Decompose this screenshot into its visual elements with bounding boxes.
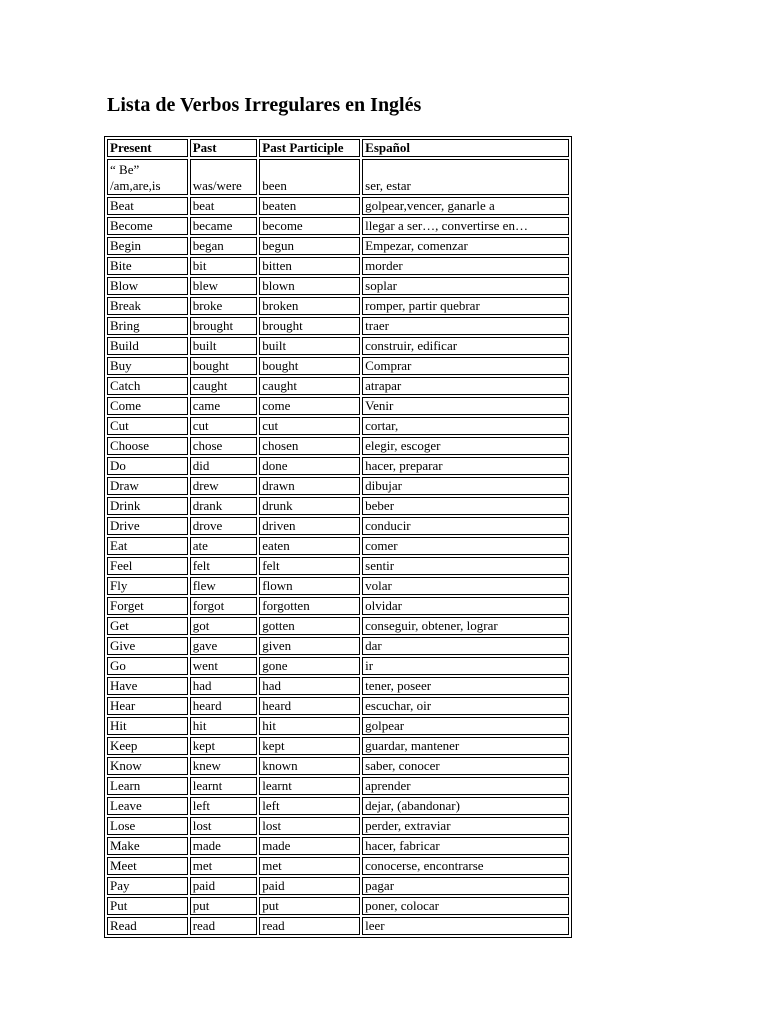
table-row: [107, 877, 569, 895]
table-row: [107, 777, 569, 795]
cell-past: got: [190, 617, 258, 635]
cell-present: Know: [107, 757, 188, 775]
cell-present: Do: [107, 457, 188, 475]
cell-past: brought: [190, 317, 258, 335]
cell-past-participle: forgotten: [259, 597, 360, 615]
cell-past-participle: made: [259, 837, 360, 855]
cell-present: Lose: [107, 817, 188, 835]
cell-past-participle: broken: [259, 297, 360, 315]
cell-past-participle: left: [259, 797, 360, 815]
cell-present: Become: [107, 217, 188, 235]
cell-espanol: tener, poseer: [362, 677, 569, 695]
cell-espanol: conducir: [362, 517, 569, 535]
table-row: [107, 317, 569, 335]
cell-past-participle: done: [259, 457, 360, 475]
cell-past: bought: [190, 357, 258, 375]
cell-past: put: [190, 897, 258, 915]
cell-espanol: escuchar, oir: [362, 697, 569, 715]
cell-past: cut: [190, 417, 258, 435]
cell-espanol: conocerse, encontrarse: [362, 857, 569, 875]
table-row: [107, 537, 569, 555]
table-row: [107, 297, 569, 315]
table-header: [107, 139, 569, 157]
cell-past: lost: [190, 817, 258, 835]
table-row: [107, 897, 569, 915]
cell-past: began: [190, 237, 258, 255]
table-row: [107, 377, 569, 395]
table-row: [107, 657, 569, 675]
cell-espanol: saber, conocer: [362, 757, 569, 775]
table-row: [107, 637, 569, 655]
cell-past: met: [190, 857, 258, 875]
cell-present: Come: [107, 397, 188, 415]
cell-past: went: [190, 657, 258, 675]
cell-past: chose: [190, 437, 258, 455]
cell-present: Make: [107, 837, 188, 855]
cell-past: gave: [190, 637, 258, 655]
table-row: [107, 337, 569, 355]
table-row: [107, 517, 569, 535]
cell-past-participle: put: [259, 897, 360, 915]
cell-past: had: [190, 677, 258, 695]
cell-past-participle: bought: [259, 357, 360, 375]
cell-past: ate: [190, 537, 258, 555]
cell-past-participle: given: [259, 637, 360, 655]
cell-present: Pay: [107, 877, 188, 895]
cell-past-participle: built: [259, 337, 360, 355]
cell-present: Choose: [107, 437, 188, 455]
cell-espanol: morder: [362, 257, 569, 275]
cell-past: read: [190, 917, 258, 935]
cell-past: flew: [190, 577, 258, 595]
table-body: [107, 159, 569, 935]
table-row: [107, 357, 569, 375]
header-espanol: Español: [362, 139, 569, 157]
cell-espanol: traer: [362, 317, 569, 335]
table-row: [107, 597, 569, 615]
table-row: [107, 159, 569, 195]
cell-past: blew: [190, 277, 258, 295]
cell-present: Build: [107, 337, 188, 355]
table-row: [107, 497, 569, 515]
irregular-verbs-table: [104, 136, 572, 938]
cell-past: drove: [190, 517, 258, 535]
cell-present: Give: [107, 637, 188, 655]
cell-espanol: conseguir, obtener, lograr: [362, 617, 569, 635]
table-row: [107, 437, 569, 455]
cell-past-participle: cut: [259, 417, 360, 435]
table-row: [107, 617, 569, 635]
cell-present: Break: [107, 297, 188, 315]
cell-present: Read: [107, 917, 188, 935]
cell-espanol: volar: [362, 577, 569, 595]
table-row: [107, 797, 569, 815]
table-row: [107, 857, 569, 875]
cell-past-participle: drunk: [259, 497, 360, 515]
cell-present: Buy: [107, 357, 188, 375]
cell-past: built: [190, 337, 258, 355]
cell-espanol: dejar, (abandonar): [362, 797, 569, 815]
cell-past: learnt: [190, 777, 258, 795]
cell-past: drank: [190, 497, 258, 515]
cell-espanol: sentir: [362, 557, 569, 575]
table-row: [107, 257, 569, 275]
cell-past-participle: gone: [259, 657, 360, 675]
cell-past-participle: heard: [259, 697, 360, 715]
cell-espanol: hacer, preparar: [362, 457, 569, 475]
cell-past: made: [190, 837, 258, 855]
table-row: [107, 677, 569, 695]
cell-past: did: [190, 457, 258, 475]
cell-espanol: golpear,vencer, ganarle a: [362, 197, 569, 215]
table-row: [107, 217, 569, 235]
cell-past: left: [190, 797, 258, 815]
cell-past-participle: had: [259, 677, 360, 695]
cell-present: “ Be” /am,are,is: [107, 159, 188, 195]
cell-past-participle: eaten: [259, 537, 360, 555]
table-row: [107, 577, 569, 595]
cell-past-participle: been: [259, 159, 360, 195]
cell-espanol: Venir: [362, 397, 569, 415]
cell-present: Blow: [107, 277, 188, 295]
table-row: [107, 277, 569, 295]
cell-past: became: [190, 217, 258, 235]
table-row: [107, 457, 569, 475]
page-title: Lista de Verbos Irregulares en Inglés: [107, 94, 422, 116]
cell-past-participle: drawn: [259, 477, 360, 495]
cell-present: Bite: [107, 257, 188, 275]
cell-espanol: comer: [362, 537, 569, 555]
cell-espanol: beber: [362, 497, 569, 515]
cell-present: Learn: [107, 777, 188, 795]
cell-past-participle: met: [259, 857, 360, 875]
cell-past-participle: beaten: [259, 197, 360, 215]
cell-past-participle: felt: [259, 557, 360, 575]
cell-present: Catch: [107, 377, 188, 395]
cell-present: Go: [107, 657, 188, 675]
cell-espanol: guardar, mantener: [362, 737, 569, 755]
cell-espanol: dibujar: [362, 477, 569, 495]
table-row: [107, 837, 569, 855]
cell-past: felt: [190, 557, 258, 575]
cell-past-participle: flown: [259, 577, 360, 595]
table-row: [107, 237, 569, 255]
cell-past-participle: learnt: [259, 777, 360, 795]
cell-espanol: aprender: [362, 777, 569, 795]
cell-past-participle: chosen: [259, 437, 360, 455]
cell-espanol: golpear: [362, 717, 569, 735]
cell-espanol: olvidar: [362, 597, 569, 615]
header-past-participle: Past Participle: [259, 139, 360, 157]
cell-past: paid: [190, 877, 258, 895]
cell-espanol: Comprar: [362, 357, 569, 375]
cell-past: forgot: [190, 597, 258, 615]
cell-present: Feel: [107, 557, 188, 575]
cell-past-participle: begun: [259, 237, 360, 255]
cell-espanol: pagar: [362, 877, 569, 895]
table-row: [107, 557, 569, 575]
cell-espanol: construir, edificar: [362, 337, 569, 355]
cell-present: Get: [107, 617, 188, 635]
cell-past-participle: become: [259, 217, 360, 235]
cell-past-participle: blown: [259, 277, 360, 295]
cell-espanol: ir: [362, 657, 569, 675]
cell-present: Have: [107, 677, 188, 695]
cell-past: drew: [190, 477, 258, 495]
cell-present: Meet: [107, 857, 188, 875]
cell-present: Put: [107, 897, 188, 915]
table-row: [107, 477, 569, 495]
cell-espanol: soplar: [362, 277, 569, 295]
table-row: [107, 717, 569, 735]
cell-past-participle: come: [259, 397, 360, 415]
cell-past: hit: [190, 717, 258, 735]
cell-present: Beat: [107, 197, 188, 215]
cell-past-participle: driven: [259, 517, 360, 535]
cell-present: Leave: [107, 797, 188, 815]
cell-past-participle: caught: [259, 377, 360, 395]
cell-present: Cut: [107, 417, 188, 435]
cell-past-participle: read: [259, 917, 360, 935]
cell-present: Fly: [107, 577, 188, 595]
table-row: [107, 197, 569, 215]
cell-past: bit: [190, 257, 258, 275]
cell-past: heard: [190, 697, 258, 715]
table-row: [107, 417, 569, 435]
cell-espanol: romper, partir quebrar: [362, 297, 569, 315]
cell-espanol: elegir, escoger: [362, 437, 569, 455]
table-row: [107, 697, 569, 715]
table-row: [107, 917, 569, 935]
cell-espanol: perder, extraviar: [362, 817, 569, 835]
cell-past-participle: paid: [259, 877, 360, 895]
cell-past: broke: [190, 297, 258, 315]
table-row: [107, 737, 569, 755]
cell-espanol: dar: [362, 637, 569, 655]
cell-present: Bring: [107, 317, 188, 335]
cell-espanol: llegar a ser…, convertirse en…: [362, 217, 569, 235]
table-row: [107, 397, 569, 415]
cell-present: Eat: [107, 537, 188, 555]
cell-espanol: hacer, fabricar: [362, 837, 569, 855]
cell-present: Drive: [107, 517, 188, 535]
cell-past-participle: hit: [259, 717, 360, 735]
cell-past-participle: known: [259, 757, 360, 775]
cell-present: Drink: [107, 497, 188, 515]
cell-past-participle: bitten: [259, 257, 360, 275]
cell-present: Hear: [107, 697, 188, 715]
cell-espanol: poner, colocar: [362, 897, 569, 915]
cell-present: Draw: [107, 477, 188, 495]
cell-present: Forget: [107, 597, 188, 615]
cell-present: Begin: [107, 237, 188, 255]
cell-past-participle: kept: [259, 737, 360, 755]
cell-past: was/were: [190, 159, 258, 195]
table-row: [107, 757, 569, 775]
cell-present: Keep: [107, 737, 188, 755]
header-present: Present: [107, 139, 188, 157]
table-row: [107, 817, 569, 835]
cell-espanol: Empezar, comenzar: [362, 237, 569, 255]
cell-past: knew: [190, 757, 258, 775]
cell-present: Hit: [107, 717, 188, 735]
cell-espanol: cortar,: [362, 417, 569, 435]
cell-past: caught: [190, 377, 258, 395]
cell-past-participle: lost: [259, 817, 360, 835]
cell-espanol: leer: [362, 917, 569, 935]
cell-past-participle: gotten: [259, 617, 360, 635]
cell-past-participle: brought: [259, 317, 360, 335]
table-header-row: [107, 139, 569, 157]
cell-espanol: atrapar: [362, 377, 569, 395]
cell-past: kept: [190, 737, 258, 755]
cell-past: came: [190, 397, 258, 415]
header-past: Past: [190, 139, 258, 157]
cell-espanol: ser, estar: [362, 159, 569, 195]
cell-past: beat: [190, 197, 258, 215]
